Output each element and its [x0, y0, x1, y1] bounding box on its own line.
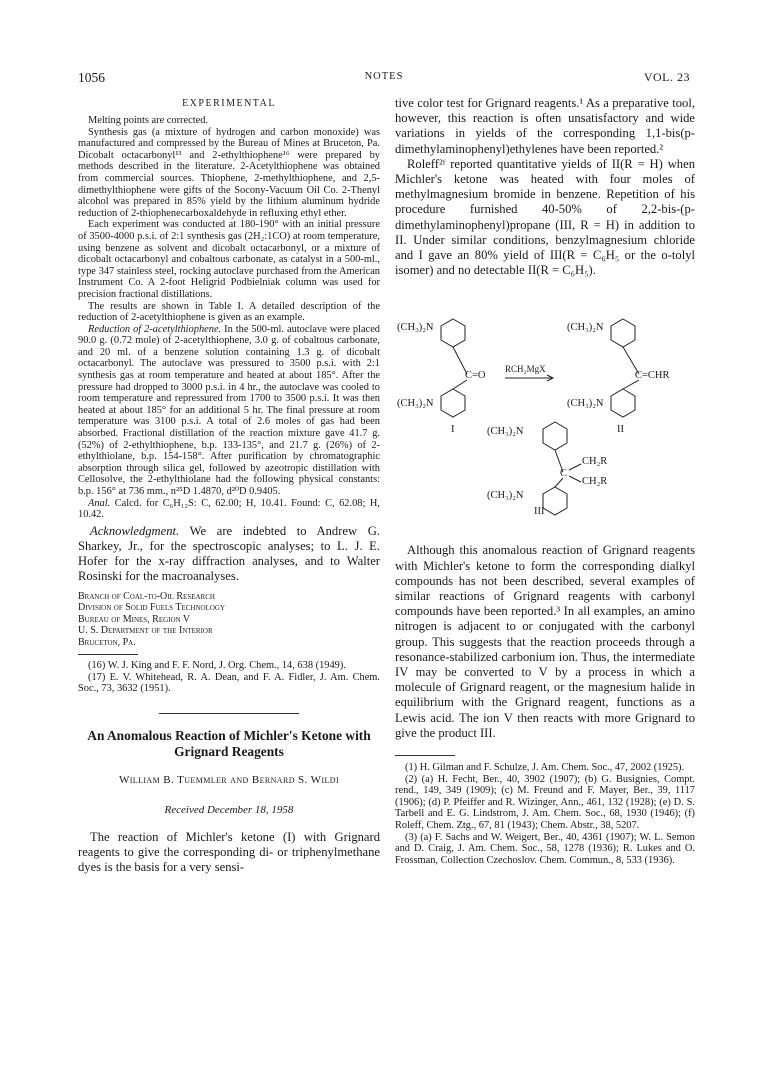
dimethylamino-label: (CH₃)₂N: [567, 398, 604, 410]
intro-text: The reaction of Michler's ketone (I) with Grignard reagents to give the corresponding di- or triphenylmethane dyes is the basis for a very sensi-: [78, 829, 380, 875]
paragraph: Synthesis gas (a mixture of hydrogen and carbon monoxide) was manufactured and compressed by the Bureau of Mines at Bruceton, Pa. Dicobalt octacarbonyl¹³ and 2-ethylthiophene¹⁶ were prepared by methods described in the literature. 2-Acetylthiophene was obtained from commercial sources. Thiophene, 2-methylthiophene, and 2,5-dimethylthiophene were gifts of the Socony-Vacuum Oil Co. 2-Thenyl alcohol was prepared in 85% yield by the lithium aluminum hydride reduction of 2-thiophenecarboxaldehyde in refluxing ethyl ether.: [78, 126, 380, 219]
footnote: (17) E. V. Whitehead, R. A. Dean, and F. A. Fidler, J. Am. Chem. Soc., 73, 3632 (1951).: [78, 671, 380, 695]
running-header: [78, 70, 690, 86]
paragraph: The results are shown in Table I. A detailed description of the reduction of 2-acetylthiophene is given as an example.: [78, 300, 380, 324]
structure-drawing: [395, 306, 695, 521]
affiliation: Branch of Coal-to-Oil Research Division of Solid Fuels Technology Bureau of Mines, Region V U. S. Department of the Interior Bruceton, Pa.: [78, 590, 226, 648]
reaction-scheme: [395, 306, 695, 521]
compound-label-I: I: [451, 424, 455, 436]
alkyl-label: CH₂R: [582, 456, 608, 468]
carbon-label: C: [560, 468, 568, 480]
left-column: [78, 96, 380, 875]
footnote: (2) (a) H. Fecht, Ber., 40, 3902 (1907); (b) G. Busignies, Compt. rend., 149, 349 (1909); (c) M. Freund and F. Mayer, Ber., 39, 1117 (1906); (d) P. Pfeiffer and R. Wizinger, Ann., 461, 132 (1928); (e) D. S. Tarbell and E. G. Lindstrom, J. Am. Chem. Soc., 68, 1930 (1946); (f) Roleff, Chem. Ztg., 67, 81 (1943); Chem. Abstr., 38, 5207.: [395, 773, 695, 832]
dimethylamino-label: (CH₃)₂N: [487, 426, 524, 438]
alkyl-label: CH₂R: [582, 476, 608, 488]
dimethylamino-label: (CH₃)₂N: [397, 398, 434, 410]
acknowledgment: [78, 524, 380, 585]
paragraph: Melting points are corrected.: [88, 115, 209, 126]
dimethylamino-label: (CH₃)₂N: [397, 322, 434, 334]
section-title: NOTES: [364, 71, 404, 82]
carbonyl-label: C=O: [465, 370, 486, 382]
dimethylamino-label: (CH₃)₂N: [487, 490, 524, 502]
paragraph-text: We are indebted to Andrew G. Sharkey, Jr., for the spectroscopic analyses; to L. J. E. Hofer for the x-ray diffraction analyses, and to Walter Rosinski for the macroanalyses.: [78, 523, 380, 584]
article-separator: [159, 713, 299, 714]
alkene-label: C=CHR: [635, 370, 670, 382]
page-number: 1056: [78, 70, 105, 85]
body-text: [395, 96, 695, 278]
paragraph-text: Calcd. for C₆H₁₂S: C, 62.00; H, 10.41. Found: C, 62.08; H, 10.42.: [78, 497, 380, 521]
received-date: Received December 18, 1958: [164, 803, 294, 816]
article-title: An Anomalous Reaction of Michler's Ketone with Grignard Reagents: [87, 727, 371, 759]
footnote-rule: [395, 755, 455, 756]
footnote: (16) W. J. King and F. F. Nord, J. Org. Chem., 14, 638 (1949).: [88, 660, 346, 672]
footnote: (3) (a) F. Sachs and W. Weigert, Ber., 40, 4361 (1907); W. L. Semon and D. Craig, J. Am. Chem. Soc., 58, 1278 (1936); R. Lukes and O. Frossman, Collection Czechoslov. Chem. Commun., 8, 533 (1936).: [395, 831, 695, 866]
footnote-rule: [78, 654, 138, 655]
reagent-label: RCH₂MgX: [505, 364, 546, 375]
compound-label-II: II: [617, 424, 624, 436]
authors: William B. Tuemmler and Bernard S. Wildi: [118, 773, 340, 786]
footnotes: [78, 660, 380, 695]
footnotes: [395, 762, 695, 866]
compound-label-III: III: [534, 506, 545, 518]
paragraph: tive color test for Grignard reagents.¹ As a preparative tool, however, this reaction is often unsatisfactory and wide variations in yields of the corresponding 1,1-bis(p-dimethylaminophenyl)ethylenes have been reported.²: [395, 96, 695, 156]
paragraph: Roleff²ᶠ reported quantitative yields of II(R = H) when Michler's ketone was heated with four moles of methylmagnesium bromide in benzene. Repetition of his procedure furnished 40-50% of 2,2-bis-(p-dimethylaminophenyl)propane (III, R = H) in addition to II. Under similar conditions, benzylmagnesium chloride and I gave an 80% yield of III(R = C₆H₅ or the o-tolyl isomer) and no detectable II(R = C₆H₅).: [395, 156, 695, 278]
paragraph: Although this anomalous reaction of Grignard reagents with Michler's ketone to form the corresponding dialkyl compounds has not been described, several examples of similar reactions of Grignard reagents with carbonyl compounds have been reported.³ In all examples, an amino nitrogen is adjacent to or conjugated with the carbonyl group. This suggests that the reaction proceeds through a resonance-stabilized carbonium ion. Thus, the intermediate IV may be converted to V by a process in which a molecule of Grignard reagent, or the magnesium halide in equilibrium with the Grignard reagent, functions as a Lewis acid. The ion V then reacts with more Grignard to give the product III.: [395, 543, 695, 740]
paragraph: [78, 324, 380, 498]
volume-number: VOL. 23: [643, 70, 690, 84]
paragraph: [78, 498, 380, 521]
dimethylamino-label: (CH₃)₂N: [567, 322, 604, 334]
experimental-heading: EXPERIMENTAL: [182, 98, 276, 109]
experimental-text: [78, 115, 380, 521]
run-in-heading: Anal.: [88, 497, 111, 509]
run-in-heading: Reduction of 2-acetylthiophene.: [88, 323, 222, 335]
paragraph: Each experiment was conducted at 180-190° with an initial pressure of 3500-4000 p.s.i. of 2:1 synthesis gas (2H₂:1CO) at room temperature, using benzene as solvent and dicobalt octacarbonyl, or a mixture of dicobalt octacarbonyl and cobaltous carbonate, as catalyst in a 500-ml., type 347 stainless steel, rocking autoclave purchased from the American Instrument Co. A 2-foot Heligrid Podbielniak column was used for precision fractional distillations.: [78, 219, 380, 300]
body-text: [395, 543, 695, 741]
footnote: (1) H. Gilman and F. Schulze, J. Am. Chem. Soc., 47, 2002 (1925).: [405, 762, 685, 774]
right-column: [395, 96, 695, 866]
paragraph-text: In the 500-ml. autoclave were placed 90.0 g. (0.72 mole) of 2-acetylthiophene, 3.0 g. of cobaltous carbonate, and 20 ml. of a benzene solution containing 1.3 g. of dicobalt octacarbonyl. The autoclave was pressured to 3500 p.s.i. with 2:1 synthesis gas at room temperature and heated at about 185°. After the pressure had dropped to 3000 p.s.i. in 4 hr., the autoclave was cooled to room temperature and repressured from 1700 to 3500 p.s.i. It was then heated at about 185° for an additional 5 hr. The final pressure at room temperature was 3100 p.s.i. A total of 2.6 moles of gas had been absorbed. Fractional distillation of the reaction mixture gave 41.7 g. (52%) of 2-ethylthiophene, b.p. 133-135°, and 21.7 g. (26%) of 2-ethylthiolane, b.p. 154-158°. After purification by chromatographic absorption through silica gel, followed by azeotropic distillation with Cellosolve, the 2-ethylthiolane had the following physical constants: b.p. 156° at 736 mm., n²⁵D 1.4870, d²⁰D 0.9405.: [78, 323, 381, 497]
run-in-heading: Acknowledgment.: [90, 523, 180, 538]
